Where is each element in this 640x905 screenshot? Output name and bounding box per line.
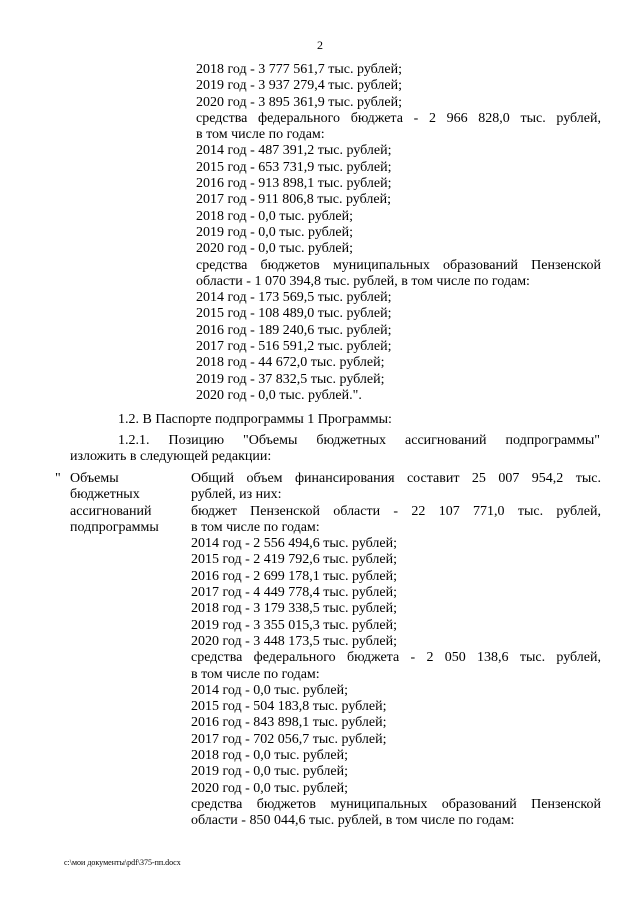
footer-file-path: c:\мои документы\pdf\375-пп.docx [64, 858, 181, 867]
text-line: в том числе по годам: [196, 127, 325, 143]
text-line: 2015 год - 2 419 792,6 тыс. рублей; [191, 552, 398, 568]
text-line: 2017 год - 702 056,7 тыс. рублей; [191, 731, 387, 747]
text-line: 2020 год - 3 448 173,5 тыс. рублей; [191, 633, 398, 649]
text-line: 2017 год - 516 591,2 тыс. рублей; [196, 339, 392, 355]
text-line: 2016 год - 189 240,6 тыс. рублей; [196, 322, 392, 338]
text-line: 2015 год - 653 731,9 тыс. рублей; [196, 159, 392, 175]
page-number: 2 [317, 38, 323, 52]
text-line: в том числе по годам: [191, 519, 320, 535]
label-line: Объемы [70, 471, 119, 486]
text-line: 2016 год - 2 699 178,1 тыс. рублей; [191, 568, 398, 584]
section-1-2-paragraph [70, 412, 600, 428]
text-line: 2019 год - 0,0 тыс. рублей; [196, 224, 354, 240]
label-line: бюджетных [70, 487, 140, 503]
text-line: 2020 год - 0,0 тыс. рублей; [196, 241, 354, 257]
text-line: 2017 год - 4 449 778,4 тыс. рублей; [191, 585, 398, 601]
text-line: области - 1 070 394,8 тыс. рублей, в том числе по годам: [196, 273, 530, 289]
funding-continuation-block [196, 62, 601, 404]
text-line: 2020 год - 0,0 тыс. рублей.". [196, 387, 362, 403]
text-line: 2018 год - 44 672,0 тыс. рублей; [196, 355, 385, 371]
text-line: средства бюджетов муниципальных образований Пензенской [196, 257, 601, 273]
section-heading: 1.2. В Паспорте подпрограммы 1 Программы: [118, 412, 392, 427]
text-line: 2015 год - 108 489,0 тыс. рублей; [196, 306, 392, 322]
text-line: 2019 год - 3 355 015,3 тыс. рублей; [191, 617, 398, 633]
text-line: рублей, из них: [191, 487, 282, 503]
table-label-cell [70, 471, 185, 536]
text-line: 2015 год - 504 183,8 тыс. рублей; [191, 699, 387, 715]
text-line: 2020 год - 0,0 тыс. рублей; [191, 780, 349, 796]
section-1-2-1-paragraph [70, 433, 600, 466]
text-line: средства федерального бюджета - 2 050 138,6 тыс. рублей, [191, 650, 601, 666]
text-line: 2018 год - 3 179 338,5 тыс. рублей; [191, 601, 398, 617]
text-line: Общий объем финансирования составит 25 007 954,2 тыс. [191, 471, 601, 486]
text-line: 2019 год - 37 832,5 тыс. рублей; [196, 371, 385, 387]
text-line: 2016 год - 843 898,1 тыс. рублей; [191, 715, 387, 731]
text-line: области - 850 044,6 тыс. рублей, в том числе по годам: [191, 813, 515, 829]
text-line: 1.2.1. Позицию "Объемы бюджетных ассигнований подпрограммы" [118, 433, 600, 448]
text-line: 2020 год - 3 895 361,9 тыс. рублей; [196, 94, 403, 110]
text-line: 2019 год - 0,0 тыс. рублей; [191, 764, 349, 780]
label-line: ассигнований [70, 503, 152, 519]
label-line: подпрограммы [70, 519, 159, 535]
text-line: 2014 год - 173 569,5 тыс. рублей; [196, 290, 392, 306]
text-line: 2019 год - 3 937 279,4 тыс. рублей; [196, 78, 403, 94]
text-line: средства бюджетов муниципальных образований Пензенской [191, 796, 601, 812]
text-line: 2018 год - 0,0 тыс. рублей; [196, 208, 354, 224]
table-content-cell [191, 471, 601, 830]
text-line: 2016 год - 913 898,1 тыс. рублей; [196, 176, 392, 192]
text-line: изложить в следующей редакции: [70, 449, 272, 465]
text-line: 2017 год - 911 806,8 тыс. рублей; [196, 192, 391, 208]
text-line: бюджет Пензенской области - 22 107 771,0 тыс. рублей, [191, 503, 601, 519]
text-line: 2014 год - 2 556 494,6 тыс. рублей; [191, 536, 398, 552]
text-line: 2014 год - 0,0 тыс. рублей; [191, 682, 349, 698]
text-line: средства федерального бюджета - 2 966 828,0 тыс. рублей, [196, 110, 601, 126]
text-line: 2018 год - 3 777 561,7 тыс. рублей; [196, 62, 403, 77]
text-line: 2018 год - 0,0 тыс. рублей; [191, 748, 349, 764]
text-line: в том числе по годам: [191, 666, 320, 682]
opening-quote: " [55, 471, 61, 486]
text-line: 2014 год - 487 391,2 тыс. рублей; [196, 143, 392, 159]
